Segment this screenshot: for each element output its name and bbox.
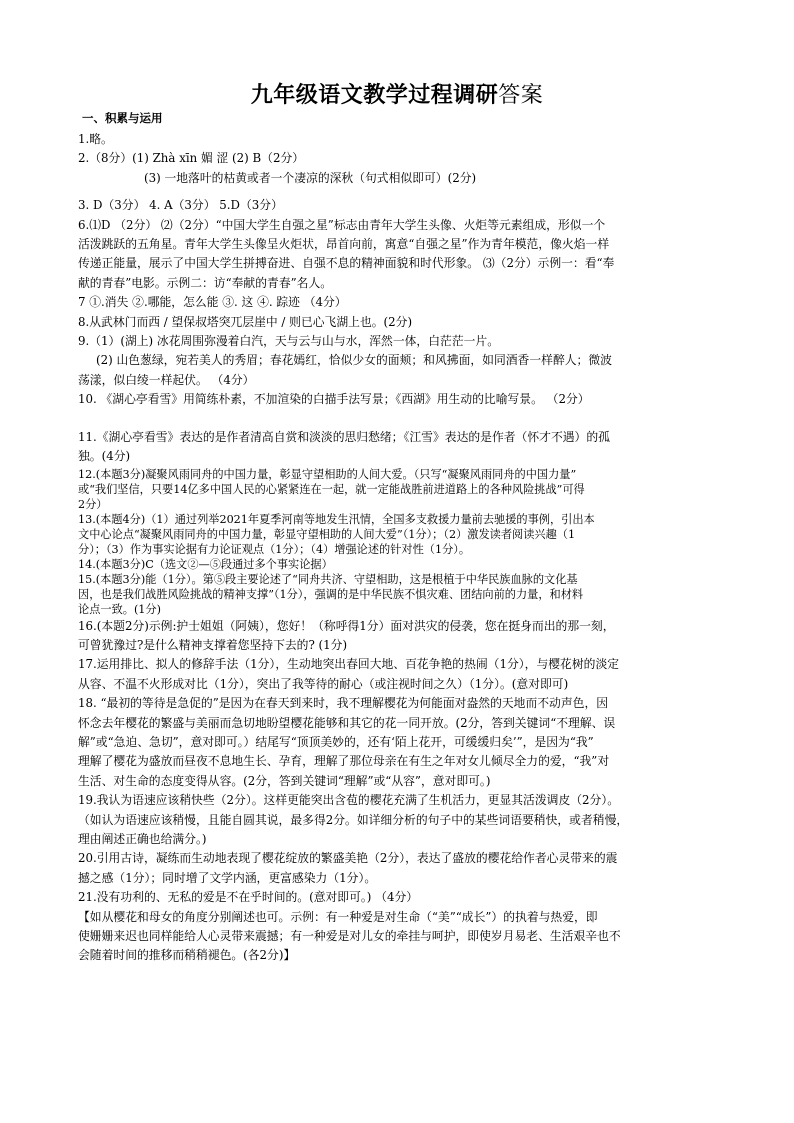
answer-line: 13.(本题4分)（1）通过列举2021年夏季河南等地发生汛情，全国多支救援力量前去驰援的事例，引出本	[78, 512, 595, 526]
answer-line: 【如从樱花和母女的角度分别阐述也可。示例：有一种爱是对生命（“美”“成长”）的执着与热爱，即	[78, 909, 598, 924]
answer-line: 21.没有功利的、无私的爱是不在乎时间的。(意对即可。) （4分）	[78, 890, 419, 905]
answer-line: 10. 《湖心亭看雪》用简练朴素，不加渲染的白描手法写景；《西湖》用生动的比喻写景。 （2分）	[78, 392, 590, 407]
answer-line: 理解了樱花为盛放而昼夜不息地生长、孕育，理解了那位母亲在有生之年对女儿倾尽全力的爱，“我”对	[78, 754, 610, 769]
answer-line: 18. “最初的等待是急促的”是因为在春天到来时，我不理解樱花为何能面对盎然的天地而不动声色，因	[78, 696, 609, 711]
answer-line: 8.从武林门而西 / 望保叔塔突兀层崖中 / 则已心飞湖上也。(2分)	[78, 314, 413, 329]
answer-line: 1.略。	[78, 132, 113, 146]
answer-line: 撼之感（1分）；同时增了文学内涵，更富感染力（1分）。	[78, 870, 377, 885]
answer-line: 2.（8分）(1) Zhà xīn 媚 涩 (2) B（2分）	[78, 151, 305, 166]
answer-line: 分）；（3）作为事实论据有力论证观点（1分）；（4）增强论述的针对性（1分）。	[78, 542, 471, 556]
answer-line: 会随着时间的推移而稍稍褪色。(各2分)】	[78, 948, 296, 963]
answer-line: 传递正能量，展示了中国大学生拼搏奋进、自强不息的精神面貌和时代形象。 ⑶（2分）示例一：看“奉	[78, 256, 615, 271]
answer-line: 7 ①.消失 ②.哪能，怎么能 ③. 这 ④. 踪迹 （4分）	[78, 295, 347, 310]
answer-line: 生活、对生命的态度变得从容。(2分，答到关键词“理解”或“从容”，意对即可。)	[78, 773, 491, 788]
answer-line: 因，也是我们战胜风险挑战的精神支撑”（1分），强调的是中华民族不惧灾难、团结向前的力量，和材料	[78, 587, 584, 601]
answer-line: 独。(4分)	[78, 449, 131, 464]
answer-line: 3. D（3分） 4. A（3分） 5.D（3分）	[78, 198, 283, 213]
answer-line: 使姗姗来迟也同样能给人心灵带来震撼；有一种爱是对儿女的牵挂与呵护，即使岁月易老、生活艰辛也不	[78, 929, 621, 943]
answer-line: 19.我认为语速应该稍快些（2分）。这样更能突出含苞的樱花充满了生机活力，更显其活泼调皮（2分）。	[78, 793, 620, 808]
title-suffix: 答案	[498, 83, 544, 108]
answer-line: 活泼跳跃的五角星。青年大学生头像呈火炬状，昂首向前，寓意“自强之星”作为青年模范，像火焰一样	[78, 237, 610, 252]
answer-line: 15.(本题3分)能（1分）。第⑤段主要论述了“同舟共济、守望相助，这是根植于中华民族血脉的文化基	[78, 572, 578, 586]
answer-line: 9.（1）(湖上) 冰花周围弥漫着白汽，天与云与山与水，浑然一体，白茫茫一片。	[78, 334, 500, 349]
answer-line: 或“我们坚信，只要14亿多中国人民的心紧紧连在一起，就一定能战胜前进道路上的各种风险挑战”可得	[78, 482, 585, 496]
answer-line: 20.引用古诗，凝练而生动地表现了樱花绽放的繁盛美艳（2分），表达了盛放的樱花给作者心灵带来的震	[78, 851, 618, 866]
answer-line: （如认为语速应该稍慢，且能自圆其说，最多得2分。如详细分析的句子中的某些词语要稍快，或者稍慢，	[78, 812, 629, 827]
answer-line: 16.(本题2分)示例:护士姐姐（阿姨），您好！（称呼得1分）面对洪灾的侵袭，您在挺身而出的那一刻，	[78, 618, 615, 633]
answer-line: 6.⑴D （2分） ⑵（2分）“中国大学生自强之星”标志由青年大学生头像、火炬等元素组成，形似一个	[78, 217, 606, 232]
answer-line: (2) 山色葱绿，宛若美人的秀眉；春花嫣红，恰似少女的面颊；和风拂面，如同酒香一样醉人；微波	[96, 353, 612, 368]
answer-line: 荡漾，似白绫一样起伏。 （4分）	[78, 372, 255, 387]
answer-line: 文中心论点“凝聚风雨同舟的中国力量，彰显守望相助的人间大爱”（1分）；（2）激发读者阅读兴趣（1	[78, 527, 576, 541]
section-heading: 一、积累与运用	[82, 111, 163, 125]
answer-line: 解”或“急迫、急切”，意对即可。）结尾写“顶顶美妙的，还有‘陌上花开，可缓缓归矣’”，是因为“我”	[78, 734, 594, 749]
answer-body	[78, 130, 720, 966]
answer-line: 17.运用排比、拟人的修辞手法（1分），生动地突出春回大地、百花争艳的热闹（1分），与樱花树的淡定	[78, 657, 620, 672]
answer-line: (3) 一地落叶的枯黄或者一个凄凉的深秋（句式相似即可）(2分)	[144, 170, 477, 185]
answer-line: 理由阐述正确也给满分。)	[78, 831, 207, 846]
title-main: 九年级语文教学过程调研	[250, 83, 499, 108]
answer-line: 2分）	[78, 497, 108, 511]
page-title	[0, 78, 794, 109]
answer-line: 11.《湖心亭看雪》表达的是作者清高自赏和淡淡的思归愁绪；《江雪》表达的是作者（怀才不遇）的孤	[78, 429, 610, 444]
answer-line: 12.(本题3分)凝聚风雨同舟的中国力量，彰显守望相助的人间大爱。（只写“凝聚风雨同舟的中国力量”	[78, 467, 577, 481]
answer-line: 怀念去年樱花的繁盛与美丽而急切地盼望樱花能够和其它的花一同开放。(2分，答到关键词“不理解、误	[78, 715, 616, 730]
answer-line: 论点一致。(1分)	[78, 602, 161, 616]
answer-line: 从容、不温不火形成对比（1分），突出了我等待的耐心（或注视时间之久）（1分）。(意对即可)	[78, 676, 569, 691]
answer-line: 献的青春”电影。示例二：访“奉献的青春”名人。	[78, 275, 333, 290]
answer-line: 14.(本题3分)C（选文②—⑤段通过多个事实论据）	[78, 557, 333, 571]
answer-line: 可曾犹豫过?是什么精神支撑着您坚持下去的? (1分)	[78, 637, 348, 652]
